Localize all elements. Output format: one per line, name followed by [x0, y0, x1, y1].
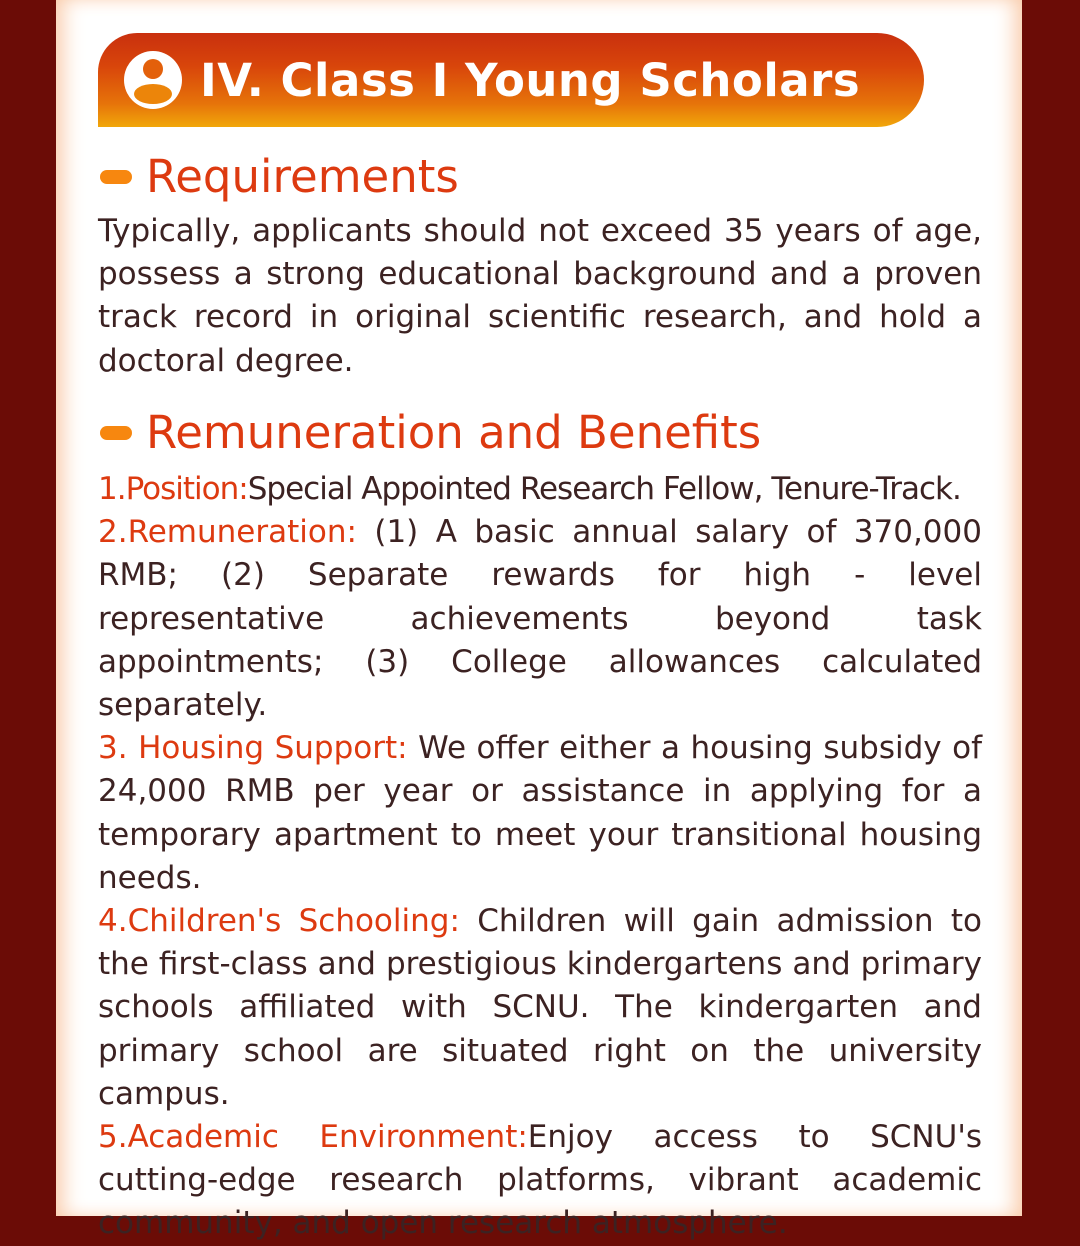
benefits-heading	[100, 406, 761, 459]
benefit-text: (1) A basic annual salary of 370,000 RMB; (2) Separate rewards for high - level representative achievements beyond task appointments; (3) College allowances calculated separately.	[98, 514, 982, 724]
requirements-heading	[100, 150, 459, 203]
benefit-label: 4.Children's Schooling:	[98, 903, 478, 940]
benefit-item-remuneration	[98, 511, 982, 727]
benefit-text: We offer either a housing subsidy of 24,000 RMB per year or assistance in applying for a temporary apartment to meet your transitional housing needs.	[98, 730, 982, 896]
benefit-label: 5.Academic Environment:	[98, 1119, 528, 1156]
benefits-heading-label: Remuneration and Benefits	[146, 406, 762, 459]
benefit-item-housing	[98, 727, 982, 900]
benefit-text: Enjoy access to SCNU's cutting-edge research platforms, vibrant academic community, and open research atmosphere.	[98, 1119, 982, 1242]
benefit-label: 2.Remuneration:	[98, 514, 375, 551]
requirements-heading-label: Requirements	[146, 150, 459, 203]
user-circle-icon	[124, 51, 182, 109]
section-banner	[98, 33, 924, 127]
benefits-list	[98, 468, 982, 1246]
benefit-item-schooling	[98, 900, 982, 1116]
dash-bullet-icon	[100, 170, 132, 184]
benefit-label: 1.Position:	[98, 471, 248, 507]
benefit-item-position	[98, 468, 982, 511]
benefit-text: Children will gain admission to the first-class and prestigious kindergartens and primary schools affiliated with SCNU. The kindergarten and primary school are situated right on the university campus.	[98, 903, 982, 1112]
benefit-item-academic	[98, 1116, 982, 1246]
benefit-label: 3. Housing Support:	[98, 730, 419, 767]
requirements-body: Typically, applicants should not exceed 35 years of age, possess a strong educational background and a proven track record in original scientific research, and hold a doctoral degree.	[98, 213, 982, 379]
dash-bullet-icon	[100, 426, 132, 440]
benefit-text: Special Appointed Research Fellow, Tenure-Track.	[247, 471, 961, 507]
section-title: IV. Class I Young Scholars	[200, 53, 861, 107]
